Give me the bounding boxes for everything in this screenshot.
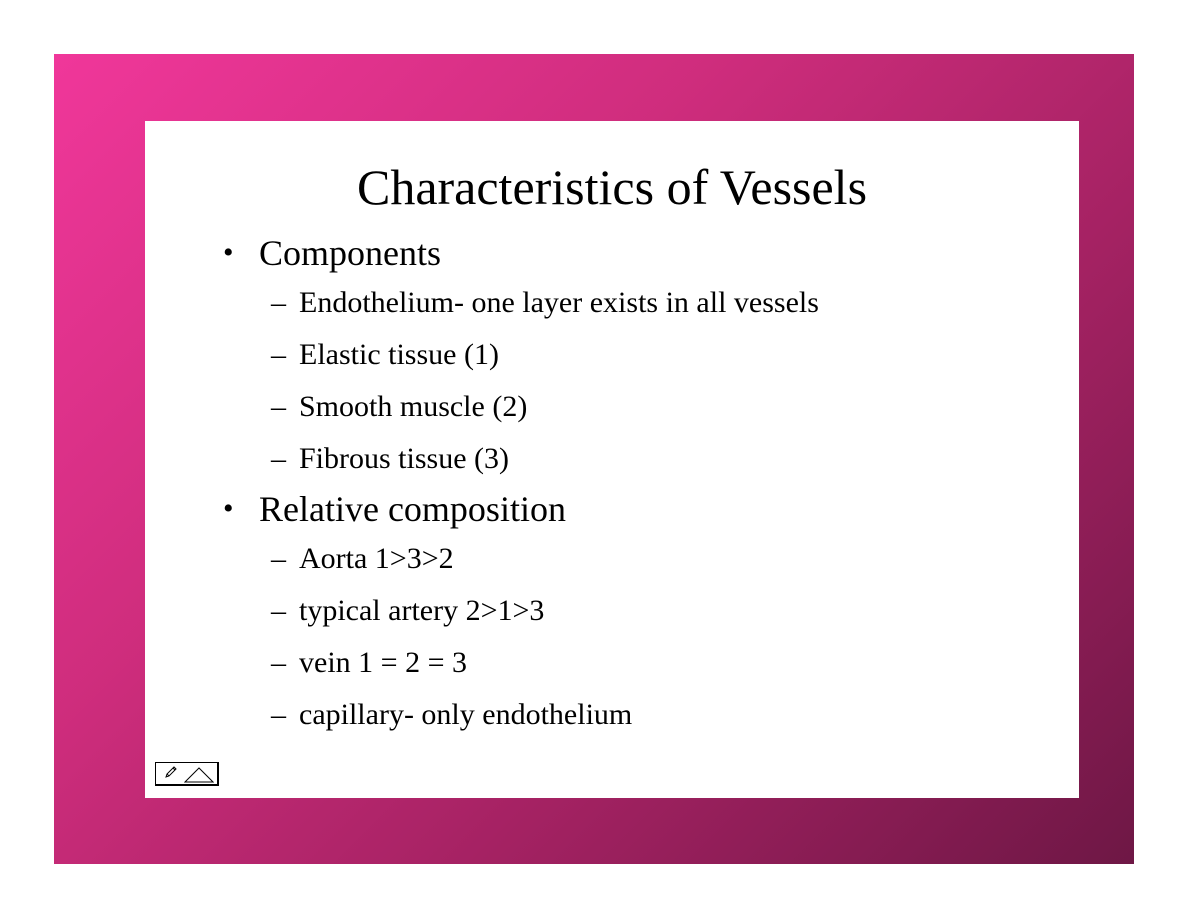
dash-marker: –	[271, 338, 286, 371]
dash-marker: –	[271, 442, 286, 475]
sub-bullet-text: Smooth muscle (2)	[299, 390, 528, 423]
sub-bullet-text: typical artery 2>1>3	[299, 594, 545, 627]
slide-frame	[54, 54, 1134, 864]
sub-bullet-text: Aorta 1>3>2	[299, 542, 454, 575]
dash-marker: –	[271, 390, 286, 423]
bullet-text: Components	[259, 233, 442, 273]
dash-marker: –	[271, 698, 286, 731]
sub-bullet-item	[223, 277, 1063, 329]
sub-bullet-text: Fibrous tissue (3)	[299, 442, 509, 475]
sub-bullet-item	[223, 585, 1063, 637]
bullet-item	[223, 229, 1063, 277]
dash-marker: –	[271, 286, 286, 319]
bullet-marker: •	[223, 236, 234, 269]
dash-marker: –	[271, 594, 286, 627]
sub-bullet-text: Endothelium- one layer exists in all vessels	[299, 286, 819, 319]
sub-bullet-item	[223, 637, 1063, 689]
pencil-icon[interactable]	[164, 765, 178, 785]
sub-bullet-item	[223, 329, 1063, 381]
sub-bullet-item	[223, 381, 1063, 433]
sub-bullet-item	[223, 689, 1063, 741]
bullet-list	[223, 229, 1063, 741]
sub-bullet-item	[223, 433, 1063, 485]
bullet-marker: •	[223, 492, 234, 525]
sub-bullet-text: Elastic tissue (1)	[299, 338, 499, 371]
sub-bullet-text: capillary- only endothelium	[299, 698, 633, 731]
slide-title: Characteristics of Vessels	[356, 159, 868, 215]
bullet-text: Relative composition	[259, 489, 566, 529]
slide-navigation-widget[interactable]	[155, 762, 219, 786]
dash-marker: –	[271, 646, 286, 679]
sub-bullet-item	[223, 533, 1063, 585]
dash-marker: –	[271, 542, 286, 575]
sub-bullet-text: vein 1 = 2 = 3	[299, 646, 467, 679]
slide-canvas	[145, 121, 1079, 798]
bullet-item	[223, 485, 1063, 533]
